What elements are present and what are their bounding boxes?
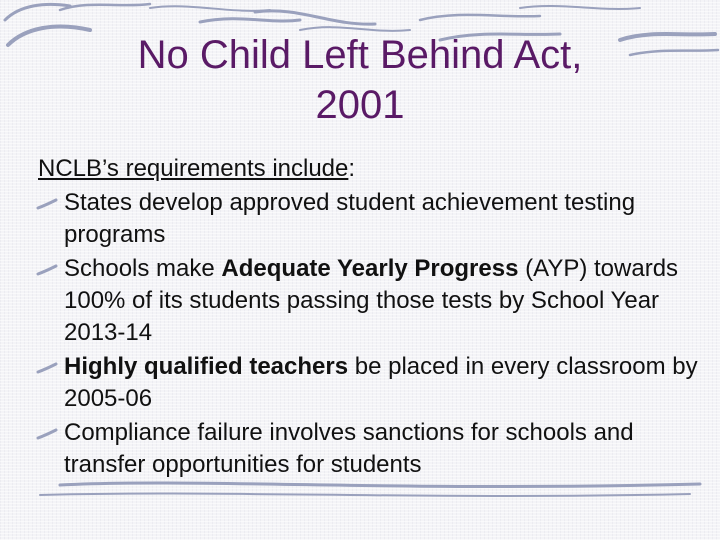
brush-bullet-icon — [36, 198, 58, 210]
intro-text: NCLB’s requirements include — [38, 155, 349, 182]
bullet-text-pre: States develop approved student achievement testing programs — [64, 189, 636, 248]
title-line-1: No Child Left Behind Act, — [137, 33, 583, 77]
slide-title — [60, 30, 660, 130]
bullet-item — [38, 253, 698, 349]
slide-body — [38, 153, 698, 481]
bullet-text — [64, 419, 634, 478]
bullet-text — [64, 255, 678, 346]
bullet-text-pre: Compliance failure involves sanctions for schools and transfer opportunities for students — [64, 419, 634, 478]
bullet-text-bold: Highly qualified teachers — [64, 353, 349, 380]
brush-bullet-icon — [36, 264, 58, 276]
brush-bullet-icon — [36, 428, 58, 440]
bullet-item — [38, 187, 698, 251]
bullet-item — [38, 351, 698, 415]
intro-line — [38, 153, 698, 185]
bullet-item — [38, 417, 698, 481]
bullet-list — [38, 187, 698, 481]
bullet-text-bold: Adequate Yearly Progress — [221, 255, 519, 282]
bullet-text-post: (AYP) towards 100% of its students passing those tests by School Year 2013-14 — [64, 255, 679, 346]
title-line-2: 2001 — [315, 83, 405, 127]
brush-bullet-icon — [36, 362, 58, 374]
intro-suffix: : — [348, 155, 356, 182]
bullet-text-pre: Schools make — [64, 255, 222, 282]
bullet-text — [64, 189, 635, 248]
bullet-text-post: be placed in every classroom by 2005-06 — [64, 353, 698, 412]
bullet-text — [64, 353, 698, 412]
